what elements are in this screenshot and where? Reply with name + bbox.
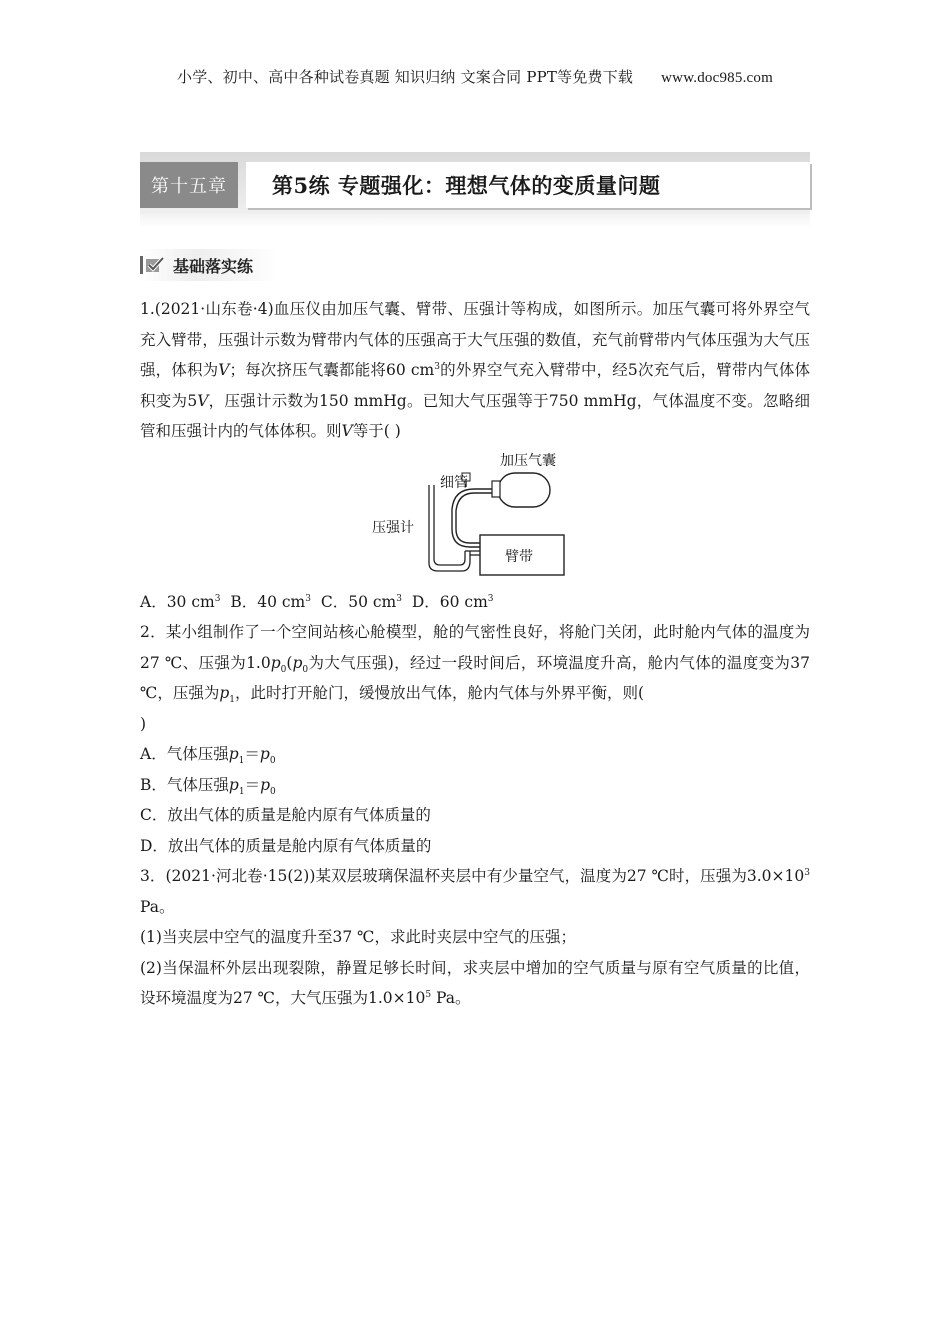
section-label: 基础落实练 bbox=[173, 256, 254, 276]
diagram-svg bbox=[370, 447, 580, 582]
q2-option-b[interactable]: B．气体压强$p_1=p_0$ bbox=[140, 775, 276, 797]
q3-part-2: (2)当保温杯外层出现裂隙，静置足够长时间，求夹层中增加的空气质量与原有空气质量的比值，设环境温度为27 ℃，大气压强为$1.0\times 10^5$ Pa。 bbox=[140, 958, 810, 1007]
question-3: 3．(2021·河北卷·15(2))某双层玻璃保温杯夹层中有少量空气，温度为27 ℃时，压强为$3.0\times 10^3$ Pa。 bbox=[140, 867, 810, 916]
blood-pressure-figure bbox=[140, 447, 810, 587]
checkmark-icon bbox=[145, 256, 165, 274]
chapter-bar bbox=[140, 152, 810, 214]
banner-url[interactable]: www.doc985.com bbox=[661, 70, 773, 86]
question-content bbox=[140, 294, 810, 1014]
banner-text: 小学、初中、高中各种试卷真题 知识归纳 文案合同 PPT等免费下载 bbox=[177, 68, 634, 86]
bulb-shape bbox=[498, 473, 550, 507]
section-heading bbox=[140, 249, 280, 281]
q1-option-c[interactable]: C．50 $cm^3$ bbox=[320, 592, 402, 611]
q1-option-b[interactable]: B．40 $cm^3$ bbox=[230, 592, 311, 611]
label-gauge: 压强计 bbox=[372, 519, 414, 536]
chapter-tag: 第十五章 bbox=[140, 162, 238, 208]
q3-part-1: (1)当夹层中空气的温度升至37 ℃，求此时夹层中空气的压强； bbox=[140, 928, 576, 946]
label-cuff: 臂带 bbox=[505, 548, 533, 565]
chapter-title-box bbox=[246, 162, 810, 208]
question-1: 1.(2021·山东卷·4)血压仪由加压气囊、臂带、压强计等构成，如图所示。加压气囊可将外界空气充入臂带，压强计示数为臂带内气体的压强高于大气压强的数值，充气前臂带内气体压强为大气压强，体积为V；每次挤压气囊都能将60 $cm^3$的外界空气充入臂带中，经5次充气后，臂带内气体体积变为5V，压强计示数为150 mmHg。已知大气压强等于750 mmHg，气体温度不变。忽略细管和压强计内的气体体积。则V等于( ) bbox=[140, 300, 810, 440]
q1-options bbox=[140, 587, 810, 618]
q1-option-a[interactable]: A．30 $cm^3$ bbox=[140, 592, 221, 611]
section-bar bbox=[140, 256, 143, 274]
q2-option-c[interactable]: C．放出气体的质量是舱内原有气体质量的 bbox=[140, 806, 431, 824]
label-bulb: 加压气囊 bbox=[500, 452, 556, 469]
chapter-title: 第5练 专题强化：理想气体的变质量问题 bbox=[272, 173, 661, 198]
q2-option-d[interactable]: D．放出气体的质量是舱内原有气体质量的 bbox=[140, 836, 432, 855]
q2-option-a[interactable]: A．气体压强$p_1=p_0$ bbox=[140, 745, 276, 767]
header-banner bbox=[0, 66, 950, 87]
q1-option-d[interactable]: D．60 $cm^3$ bbox=[411, 592, 494, 611]
label-tube: 细管 bbox=[440, 474, 468, 491]
question-2: 2．某小组制作了一个空间站核心舱模型，舱的气密性良好，将舱门关闭，此时舱内气体的温度为27 ℃、压强为$1.0p_0(p_0$为大气压强)，经过一段时间后，环境温度升高，舱内气体的温度变为37 ℃，压强为$p_1$，此时打开舱门，缓慢放出气体，舱内气体与外界平衡，则( ) bbox=[140, 623, 811, 733]
